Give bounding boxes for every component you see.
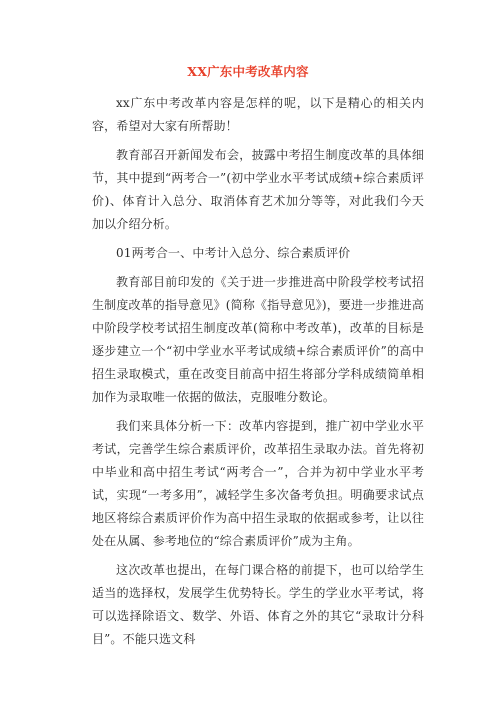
paragraph-intro: xx广东中考改革内容是怎样的呢，以下是精心的相关内容，希望对大家有所帮助！ (92, 96, 424, 133)
paragraph-choice: 这次改革也提出，在每门课合格的前提下，也可以给学生适当的选择权，发展学生优势特长。学生的学业水平考试，将可以选择除语文、数学、外语、体育之外的其它“录取计分科目”。不能只选文科 (92, 563, 424, 646)
paragraph-guidance: 教育部目前印发的《关于进一步推进高中阶段学校考试招生制度改革的指导意见》(简称《指导意见》)，要进一步推进高中阶段学校考试招生制度改革(简称中考改革)，改革的目标是逐步建立一个“初中学业水平考试成绩+综合素质评价”的高中招生录取模式，重在改变目前高中招生将部分学科成绩简单相加作为录取唯一依据的做法，克服唯分数论。 (92, 275, 424, 404)
section-heading: 01两考合一、中考计入总分、综合素质评价 (116, 246, 351, 260)
document-title: XX广东中考改革内容 (187, 64, 309, 79)
paragraph-analysis: 我们来具体分析一下：改革内容提到，推广初中学业水平考试，完善学生综合素质评价，改革招生录取办法。首先将初中毕业和高中招生考试“两考合一”，合并为初中学业水平考试，实现“一考多用”，减轻学生多次备考负担。明确要求试点地区将综合素质评价作为高中招生录取的依据或参考，让以往处在从属、参考地位的“综合素质评价”成为主角。 (92, 419, 424, 548)
paragraph-press-conference: 教育部召开新闻发布会，披露中考招生制度改革的具体细节，其中提到“两考合一”(初中学业水平考试成绩+综合素质评价)、体育计入总分、取消体育艺术加分等等，对此我们今天加以介绍分析。 (92, 148, 424, 231)
document-body (92, 92, 424, 651)
